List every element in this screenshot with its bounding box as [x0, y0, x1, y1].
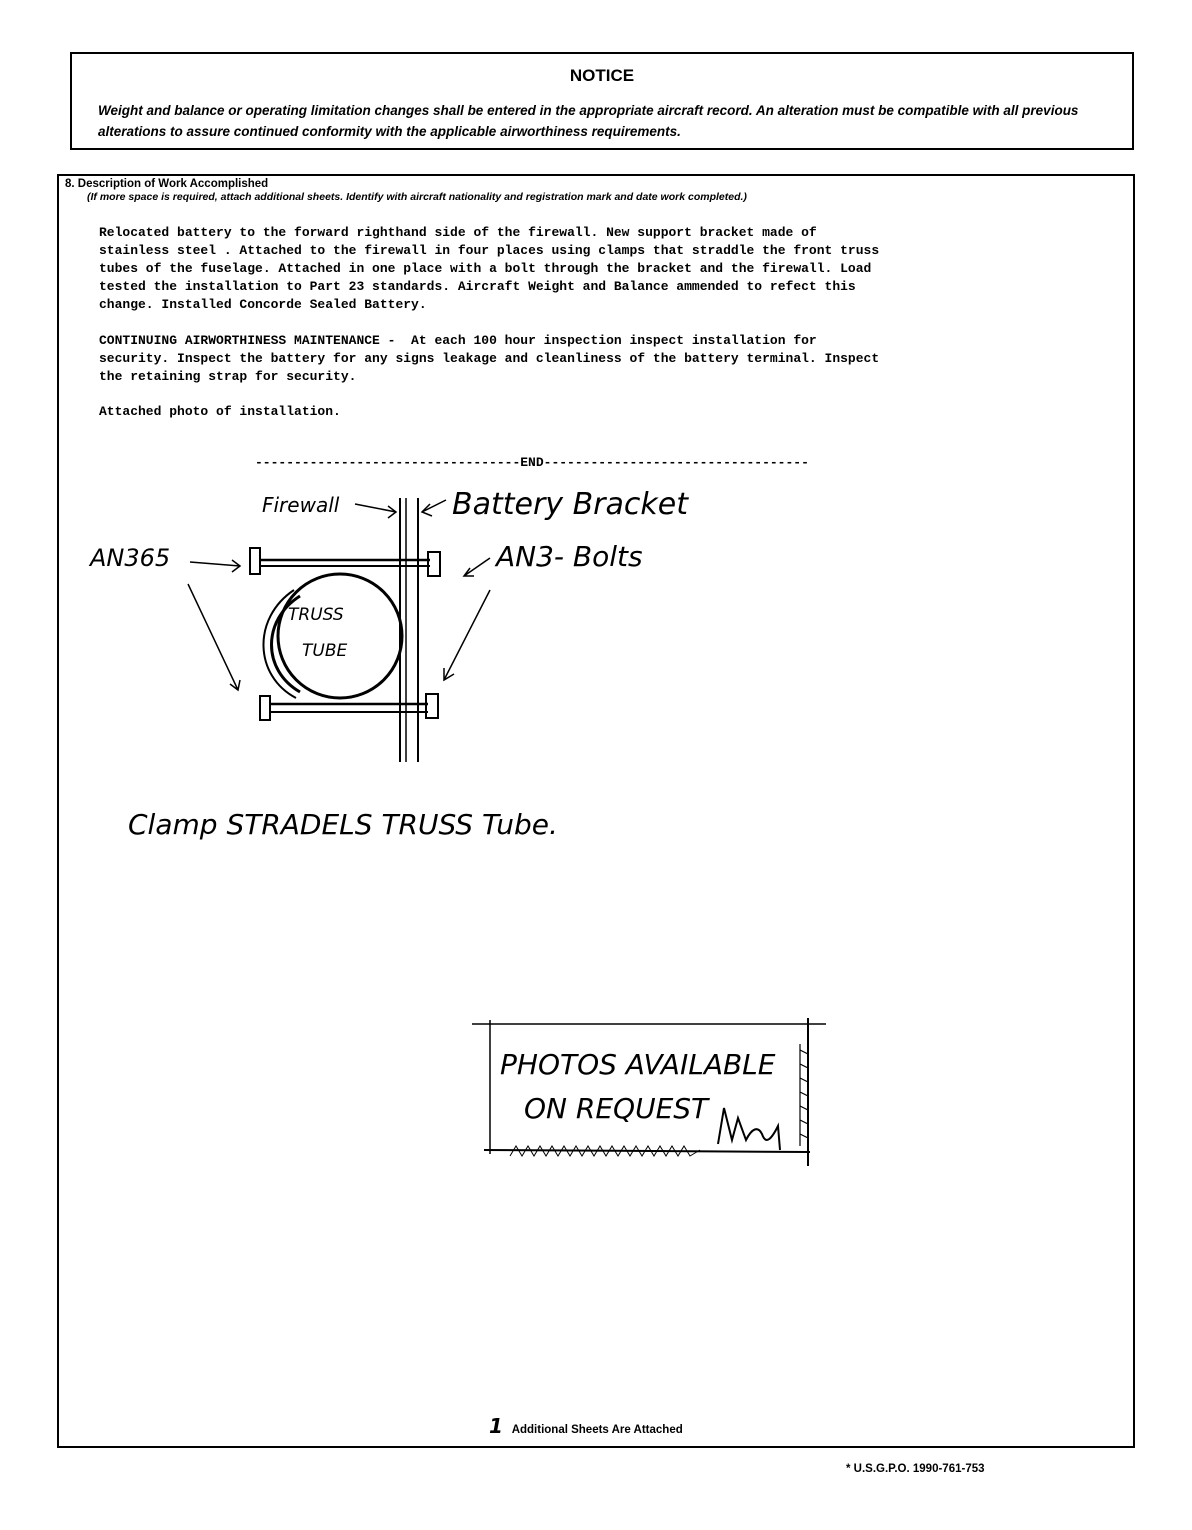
top-bolt-head — [250, 548, 260, 574]
stamp-hatch — [800, 1044, 808, 1146]
label-an3-bolts: AN3- Bolts — [496, 540, 643, 573]
notice-text: Weight and balance or operating limitation changes shall be entered in the appropriate aircraft record. An alteration must be compatible with all previous alterations to assure continued conformity with the applicable airworthiness requirements. — [98, 103, 1079, 139]
left-lower-arrow — [188, 584, 240, 690]
right-lower-arrow — [444, 590, 490, 680]
top-nut — [428, 552, 440, 576]
label-firewall: Firewall — [262, 493, 340, 517]
bottom-nut — [426, 694, 438, 718]
label-truss: TRUSS — [288, 605, 344, 625]
an3-arrow — [464, 558, 490, 576]
end-line: ----------------------------------END---------------------------------- — [255, 455, 809, 470]
label-tube: TUBE — [302, 641, 348, 661]
stamp-border — [484, 1150, 810, 1152]
an365-arrow — [190, 560, 240, 572]
check-mark: 1 — [489, 1414, 503, 1438]
work-paragraph-3: Attached photo of installation. — [99, 404, 341, 419]
sketch-caption: Clamp STRADELS TRUSS Tube. — [128, 808, 558, 841]
bottom-bolt-head — [260, 696, 270, 720]
label-battery-bracket: Battery Bracket — [452, 487, 688, 522]
additional-sheets-note — [489, 1414, 683, 1438]
bracket-arrow — [422, 500, 446, 516]
section-subheading: (If more space is required, attach additional sheets. Identify with aircraft nationality and registration mark and date work completed.) — [87, 191, 747, 203]
label-an365: AN365 — [90, 544, 171, 572]
work-paragraph-1: Relocated battery to the forward righthand side of the firewall. New support bracket made of stainless steel . Attached to the firewall in four places using clamps that straddle the front truss tubes of the fuselage. Attached in one place with a bolt through the bracket and the firewall. Load tested the installation to Part 23 standards. Aircraft Weight and Balance ammended to refect this change. Installed Concorde Sealed Battery. — [99, 225, 880, 312]
section-heading: 8. Description of Work Accomplished — [65, 178, 269, 190]
firewall-arrow — [355, 504, 396, 518]
signature — [718, 1108, 780, 1150]
stamp-line-1: PHOTOS AVAILABLE — [500, 1048, 776, 1081]
stamp-line-2: ON REQUEST — [524, 1092, 709, 1125]
additional-sheets-text: Additional Sheets Are Attached — [511, 1424, 683, 1436]
truss-tube-circle — [278, 574, 402, 698]
work-paragraph-2: CONTINUING AIRWORTHINESS MAINTENANCE - At each 100 hour inspection inspect installation for security. Inspect the battery for any signs leakage and cleanliness of the battery terminal. Inspect the retaining strap for security. — [99, 333, 880, 384]
notice-title: NOTICE — [569, 66, 635, 85]
gpo-footer: * U.S.G.P.O. 1990-761-753 — [846, 1463, 985, 1475]
